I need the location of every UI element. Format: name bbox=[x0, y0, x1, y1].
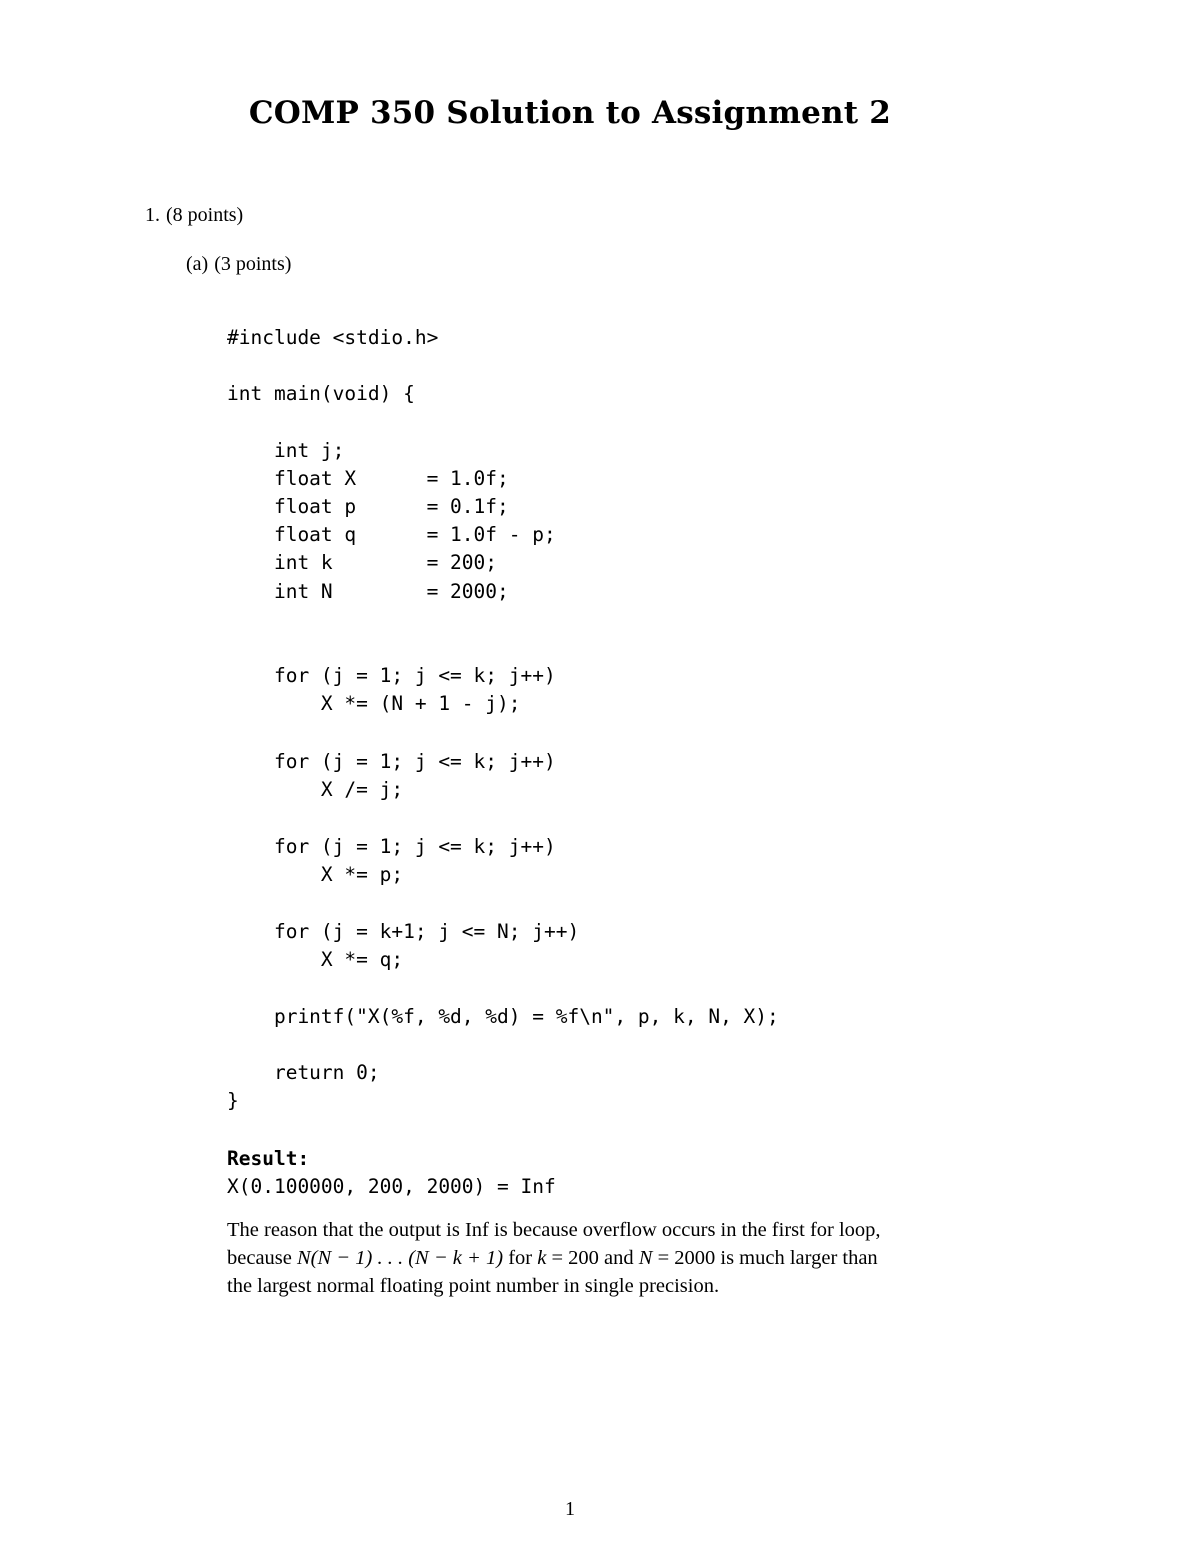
question-number: 1. bbox=[145, 204, 160, 226]
code-line: float q = 1.0f - p; bbox=[227, 523, 556, 546]
code-line: float X = 1.0f; bbox=[227, 467, 509, 490]
result-label: Result: bbox=[227, 1147, 310, 1170]
code-line: int k = 200; bbox=[227, 551, 498, 574]
code-line: for (j = 1; j <= k; j++) bbox=[227, 750, 556, 773]
subquestion-points: (3 points) bbox=[214, 253, 292, 275]
code-line: return 0; bbox=[227, 1061, 380, 1084]
code-line: int main(void) { bbox=[227, 382, 415, 405]
code-line: for (j = k+1; j <= N; j++) bbox=[227, 920, 580, 943]
code-line: X /= j; bbox=[227, 778, 404, 801]
code-line: } bbox=[227, 1089, 239, 1112]
explanation-text: = 2000 is much larger than bbox=[652, 1247, 878, 1269]
result-value: X(0.100000, 200, 2000) = Inf bbox=[227, 1175, 556, 1198]
math-variable-n: N bbox=[638, 1247, 653, 1269]
math-variable-k: k bbox=[537, 1247, 547, 1269]
explanation-text: for bbox=[503, 1247, 538, 1269]
explanation-line-1: The reason that the output is Inf is because overflow occurs in the first for loop, bbox=[227, 1219, 881, 1241]
explanation-text: because bbox=[227, 1247, 297, 1269]
page-number: 1 bbox=[565, 1498, 575, 1520]
explanation-text: = 200 and bbox=[546, 1247, 639, 1269]
code-line: int j; bbox=[227, 439, 345, 462]
code-line: float p = 0.1f; bbox=[227, 495, 509, 518]
code-line: int N = 2000; bbox=[227, 580, 509, 603]
code-line: printf("X(%f, %d, %d) = %f\n", p, k, N, X); bbox=[227, 1005, 779, 1028]
subquestion-label: (a) bbox=[186, 253, 209, 275]
code-line: for (j = 1; j <= k; j++) bbox=[227, 835, 556, 858]
product-formula: N(N − 1) . . . (N − k + 1) bbox=[297, 1247, 504, 1269]
explanation-paragraph bbox=[227, 1216, 1027, 1300]
explanation-line-3: the largest normal floating point number in single precision. bbox=[227, 1275, 720, 1297]
question-points: (8 points) bbox=[166, 204, 244, 226]
page-title: COMP 350 Solution to Assignment 2 bbox=[248, 95, 892, 131]
code-line: #include <stdio.h> bbox=[227, 326, 439, 349]
code-line: for (j = 1; j <= k; j++) bbox=[227, 664, 556, 687]
code-line: X *= p; bbox=[227, 863, 404, 886]
code-line: X *= q; bbox=[227, 948, 404, 971]
code-line: X *= (N + 1 - j); bbox=[227, 692, 521, 715]
explanation-line-2 bbox=[227, 1244, 1027, 1272]
